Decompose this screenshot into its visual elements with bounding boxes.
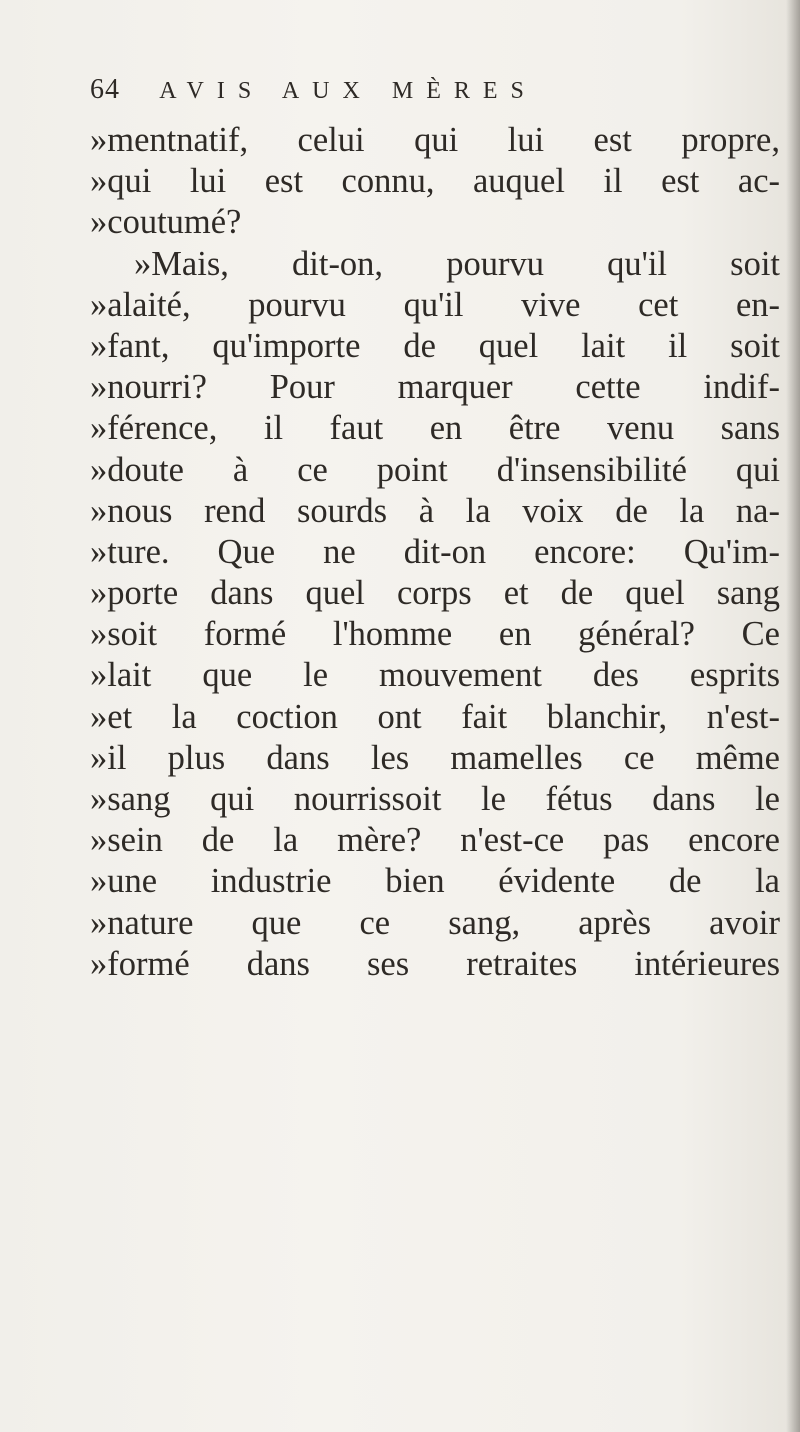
- text-line: »Mais, dit-on, pourvu qu'il soit: [134, 244, 780, 283]
- text-line: »fant, qu'importe de quel lait il soit: [90, 326, 780, 365]
- page-number: 64: [90, 74, 120, 105]
- text-line: »nous rend sourds à la voix de la na-: [90, 491, 780, 530]
- text-line: »sang qui nourrissoit le fétus dans le: [90, 780, 780, 818]
- text-line: »ture. Que ne dit-on encore: Qu'im-: [90, 532, 780, 571]
- text-line: »lait que le mouvement des esprits: [90, 656, 780, 695]
- text-line: »porte dans quel corps et de quel sang: [90, 574, 780, 613]
- text-line: »soit formé l'homme en général? Ce: [90, 615, 780, 654]
- text-line: »sein de la mère? n'est-ce pas encore: [90, 821, 780, 860]
- body-text: [90, 120, 780, 985]
- text-line: »nature que ce sang, après avoir: [90, 903, 780, 942]
- running-title: AVIS AUX MÈRES: [159, 78, 537, 104]
- page-header: [90, 70, 730, 110]
- text-line: »et la coction ont fait blanchir, n'est-: [90, 697, 780, 736]
- text-line: »formé dans ses retraites intérieures: [90, 944, 780, 983]
- text-line: »qui lui est connu, auquel il est ac-: [90, 162, 780, 201]
- text-line: »une industrie bien évidente de la: [90, 862, 780, 901]
- page-edge-shadow: [786, 0, 800, 1432]
- text-line: »nourri? Pour marquer cette indif-: [90, 368, 780, 407]
- text-line: »doute à ce point d'insensibilité qui: [90, 450, 780, 489]
- text-line: »coutumé?: [90, 203, 242, 242]
- text-line: »mentnatif, celui qui lui est propre,: [90, 121, 780, 159]
- text-line: »férence, il faut en être venu sans: [90, 409, 780, 448]
- text-line: »il plus dans les mamelles ce même: [90, 738, 780, 777]
- text-line: »alaité, pourvu qu'il vive cet en-: [90, 285, 780, 324]
